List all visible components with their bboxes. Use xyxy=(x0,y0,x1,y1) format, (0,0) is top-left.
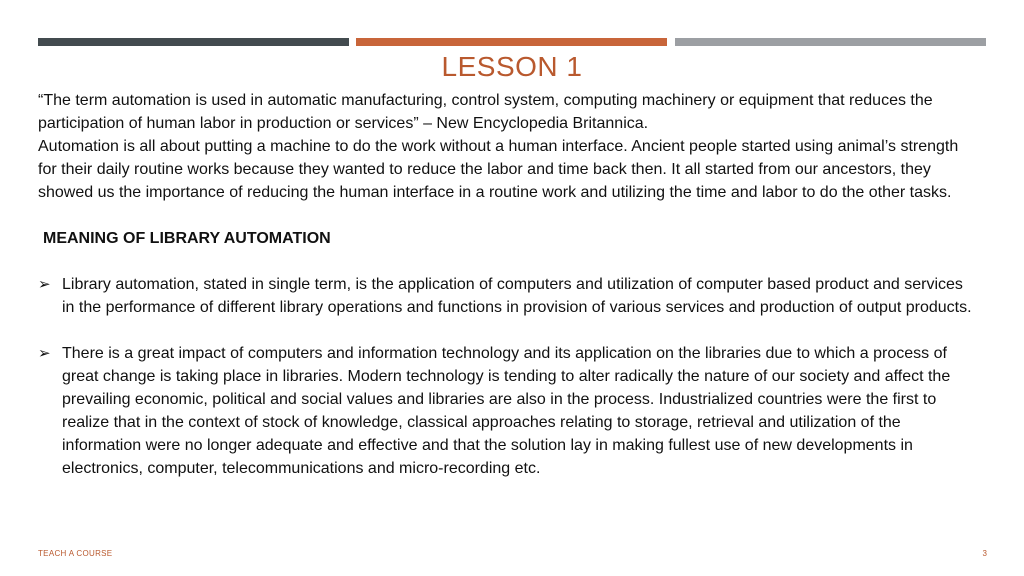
accent-bar-dark xyxy=(38,38,349,46)
arrowhead-bullet-icon: ➢ xyxy=(38,276,51,293)
bullet-item xyxy=(38,273,978,319)
accent-bar-orange xyxy=(356,38,667,46)
bullet-text: Library automation, stated in single term, is the application of computers and utilization of computer based product and services in the performance of different library operations and functions in provision of various services and production of output products. xyxy=(62,276,972,316)
bullet-text: There is a great impact of computers and information technology and its application on the libraries due to which a process of great change is taking place in libraries. Modern technology is tending to alter radically the nature of our society and affect the prevailing economic, political and social values and libraries are also in the process. Industrialized countries were the first to realize that in the context of stock of knowledge, classical approaches relating to storage, retrieval and utilization of the information were no longer adequate and effective and that the solution lay in making fullest use of new developments in electronics, computer, telecommunications and micro-recording etc. xyxy=(62,345,951,477)
slide-title: LESSON 1 xyxy=(441,51,583,82)
footer-page-number: 3 xyxy=(982,549,987,558)
slide-content xyxy=(38,89,978,480)
accent-bar-gray xyxy=(675,38,986,46)
intro-quote: “The term automation is used in automatic manufacturing, control system, computing machinery or equipment that reduces the participation of human labor in production or services” – New Encyclopedia Britannica. xyxy=(38,92,933,132)
footer-course-label: TEACH A COURSE xyxy=(38,549,113,558)
section-heading: MEANING OF LIBRARY AUTOMATION xyxy=(43,230,331,247)
intro-paragraph: Automation is all about putting a machine to do the work without a human interface. Ancient people started using animal’s strength for their daily routine works because they wanted to reduce the labor and time back then. It all started from our ancestors, they showed us the importance of reducing the human interface in a routine work and utilizing the time and labor to do the other tasks. xyxy=(38,138,959,201)
bullet-item xyxy=(38,342,978,480)
arrowhead-bullet-icon: ➢ xyxy=(38,345,51,362)
